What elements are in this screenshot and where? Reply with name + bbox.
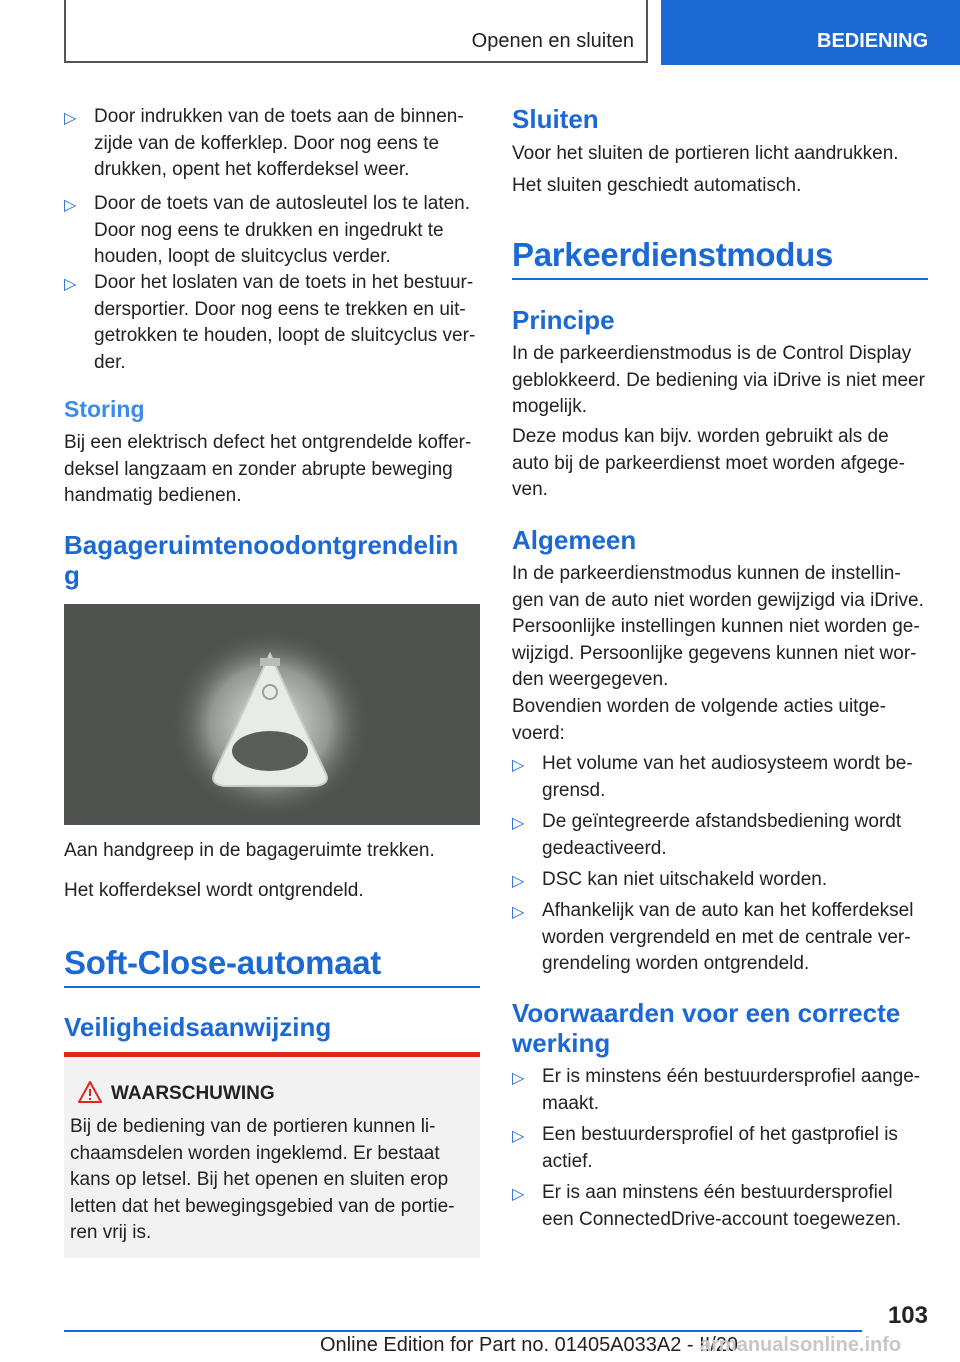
footer-edition: Online Edition for Part no. 01405A033A2 - II/20 <box>320 1334 739 1356</box>
softclose-rule <box>64 986 480 988</box>
list-item <box>512 867 928 894</box>
warning-title: WAARSCHUWING <box>111 1083 275 1104</box>
list-item <box>512 1180 928 1233</box>
triangle-bullet-icon: ▷ <box>512 904 525 921</box>
triangle-bullet-icon: ▷ <box>512 1128 525 1145</box>
list-item-text: Door het loslaten van de toets in het bestuur-dersportier. Door nog eens te trekken en uit-getrokken te houden, loopt de sluitcyclus ver-der. <box>94 272 476 373</box>
algemeen-text-2: Bovendien worden de volgende acties uitge-voerd: <box>512 696 886 744</box>
page-number: 103 <box>887 1302 928 1329</box>
list-item-text: Er is aan minstens één bestuurdersprofiel een ConnectedDrive-account toegewezen. <box>542 1182 902 1230</box>
list-item <box>64 191 480 271</box>
header-section-box <box>64 0 648 63</box>
parkeer-rule <box>512 278 928 280</box>
algemeen-text-1: In de parkeerdienstmodus kunnen de instellin-gen van de auto niet worden gewijzigd via iDrive. Persoonlijke instellingen kunnen niet worden ge-wijzigd. Persoonlijke gegevens kunnen niet wor-den weergegeven. <box>512 563 924 690</box>
footer-rule <box>64 1330 862 1332</box>
photo-text: Het kofferdeksel wordt ontgrendeld. <box>64 880 364 901</box>
list-item <box>512 1064 928 1117</box>
sluiten-heading: Sluiten <box>512 104 599 134</box>
list-item <box>512 809 928 862</box>
triangle-bullet-icon: ▷ <box>512 1070 525 1087</box>
algemeen-heading: Algemeen <box>512 525 637 555</box>
softclose-heading: Soft-Close-automaat <box>64 944 381 981</box>
list-item <box>512 898 928 978</box>
sluiten-text-1: Voor het sluiten de portieren licht aandrukken. <box>512 143 899 164</box>
voorwaarden-heading: Voorwaarden voor een correcte werking <box>512 998 901 1058</box>
triangle-bullet-icon: ▷ <box>64 276 77 293</box>
list-item-text: Afhankelijk van de auto kan het kofferdeksel worden vergrendeld en met de centrale ver-grendeling worden ontgrendeld. <box>542 900 914 974</box>
veiligheid-heading: Veiligheidsaanwijzing <box>64 1012 332 1042</box>
list-item-text: Het volume van het audiosysteem wordt be-grensd. <box>542 753 913 801</box>
photo-caption: Aan handgreep in de bagageruimte trekken. <box>64 840 435 861</box>
triangle-bullet-icon: ▷ <box>512 873 525 890</box>
trunk-release-handle-image <box>64 604 480 825</box>
storing-heading: Storing <box>64 396 145 422</box>
list-item-text: DSC kan niet uitschakeld worden. <box>542 869 828 890</box>
principe-heading: Principe <box>512 305 615 335</box>
list-item-text: De geïntegreerde afstandsbediening wordt gedeactiveerd. <box>542 811 902 859</box>
list-item <box>512 751 928 804</box>
triangle-bullet-icon: ▷ <box>512 1186 525 1203</box>
triangle-bullet-icon: ▷ <box>64 110 77 127</box>
header-chapter-title: BEDIENING <box>817 30 929 52</box>
header-section-title: Openen en sluiten <box>471 30 634 52</box>
warning-box <box>64 1052 480 1258</box>
list-item-text: Door indrukken van de toets aan de binnen-zijde van de kofferklep. Door nog eens te drukken, opent het kofferdeksel weer. <box>94 106 464 180</box>
warning-text: Bij de bediening van de portieren kunnen li-chaamsdelen worden ingeklemd. Er bestaat kans op letsel. Bij het openen en sluiten erop letten dat het bewegingsgebied van de portie-ren vrij is. <box>70 1116 455 1243</box>
bagage-heading: Bagageruimtenoodontgrendelin g <box>64 530 459 590</box>
principe-text-1: In de parkeerdienstmodus is de Control Display geblokkeerd. De bediening via iDrive is niet meer mogelijk. <box>512 343 925 417</box>
principe-text-2: Deze modus kan bijv. worden gebruikt als de auto bij de parkeerdienst moet worden afgege-ven. <box>512 426 905 500</box>
warning-triangle-icon <box>78 1081 102 1108</box>
list-item-text: Door de toets van de autosleutel los te laten. Door nog eens te drukken en ingedrukt te houden, loopt de sluitcyclus verder. <box>94 193 471 267</box>
footer-watermark: armanualsonline.info <box>700 1334 902 1356</box>
list-item-text: Er is minstens één bestuurdersprofiel aange-maakt. <box>542 1066 921 1114</box>
header-chapter-box <box>661 0 960 65</box>
parkeer-heading: Parkeerdienstmodus <box>512 236 834 273</box>
sluiten-text-2: Het sluiten geschiedt automatisch. <box>512 175 802 196</box>
list-item <box>512 1122 928 1175</box>
triangle-bullet-icon: ▷ <box>512 815 525 832</box>
list-item <box>64 270 480 376</box>
storing-text: Bij een elektrisch defect het ontgrendelde koffer-deksel langzaam en zonder abrupte beweging handmatig bedienen. <box>64 432 472 506</box>
triangle-bullet-icon: ▷ <box>512 757 525 774</box>
list-item <box>64 104 480 184</box>
list-item-text: Een bestuurdersprofiel of het gastprofiel is actief. <box>542 1124 898 1172</box>
triangle-bullet-icon: ▷ <box>64 197 77 214</box>
